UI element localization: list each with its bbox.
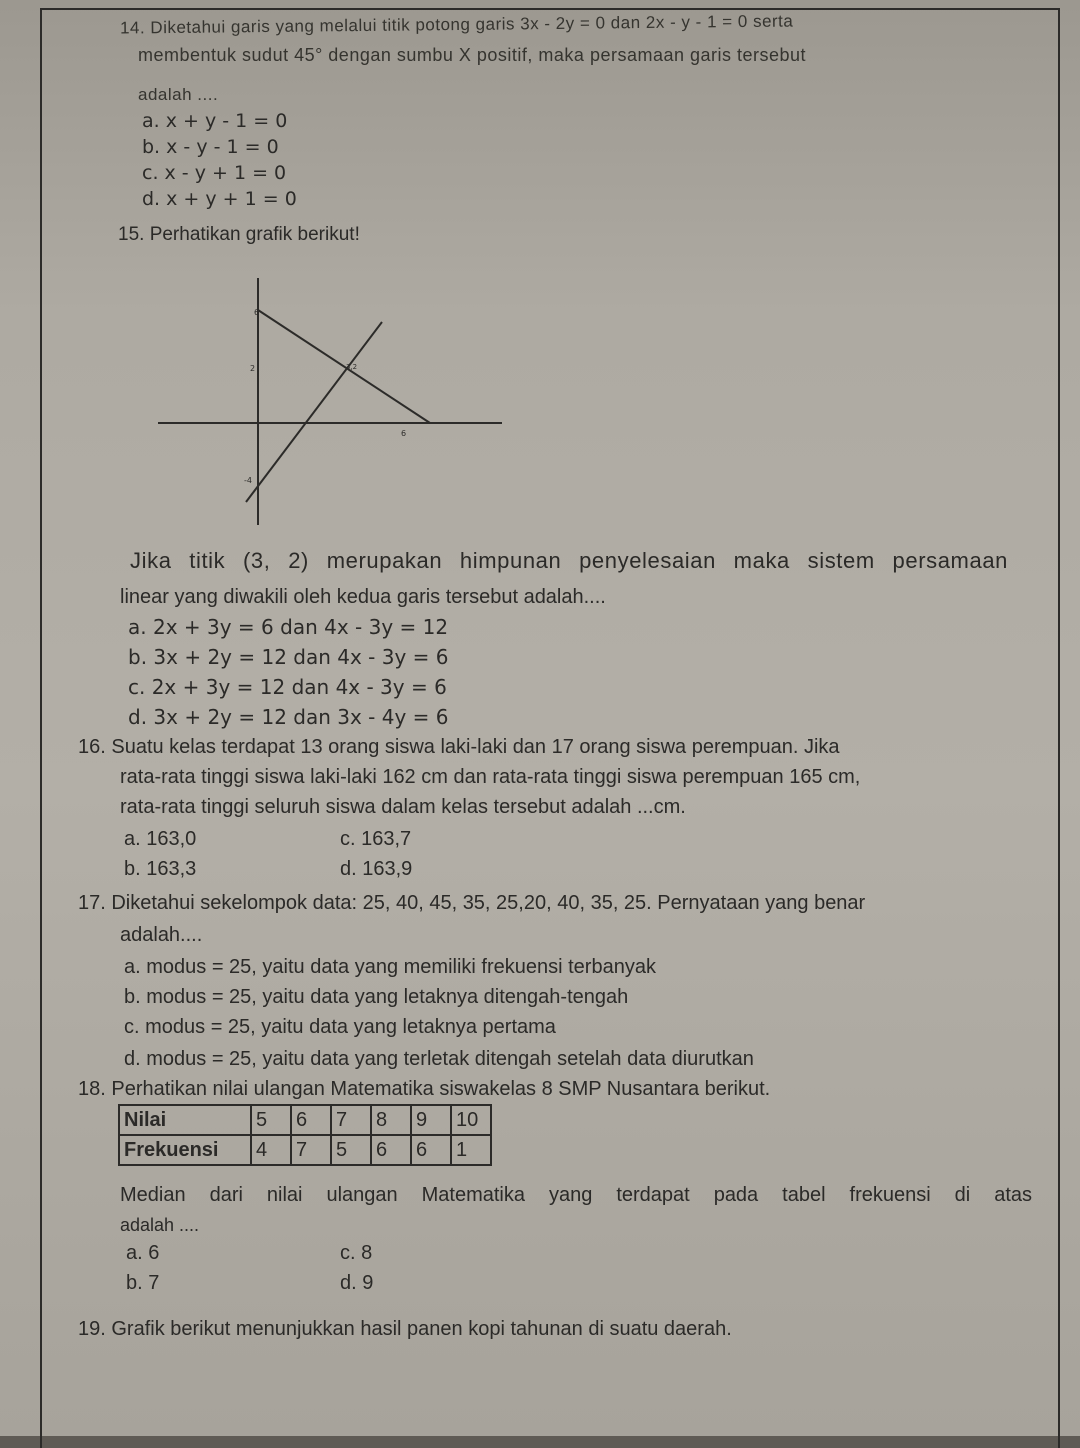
q17-line1: 17. Diketahui sekelompok data: 25, 40, 45, 35, 25,20, 40, 35, 25. Pernyataan yang benar [78,892,866,914]
q16-option-b: b. 163,3 [124,858,197,880]
q14-option-a: a. x + y - 1 = 0 [142,110,288,132]
table-header-nilai: Nilai [119,1105,251,1135]
line-two [246,322,382,502]
q14-option-d: d. x + y + 1 = 0 [142,188,297,210]
q18-option-a: a. 6 [126,1242,160,1264]
q16-line2: rata-rata tinggi siswa laki-laki 162 cm dan rata-rata tinggi siswa perempuan 165 cm, [120,766,861,788]
table-cell: 10 [451,1105,491,1135]
table-cell: 6 [291,1105,331,1135]
q17-option-d: d. modus = 25, yaitu data yang terletak ditengah setelah data diurutkan [124,1048,754,1070]
q18-option-c: c. 8 [340,1242,373,1264]
line-one [258,310,430,423]
q18-line1: 18. Perhatikan nilai ulangan Matematika siswakelas 8 SMP Nusantara berikut. [78,1078,771,1100]
q15-option-b: b. 3x + 2y = 12 dan 4x - 3y = 6 [128,645,449,669]
table-cell: 6 [411,1135,451,1165]
q15-text-line1: Jika titik (3, 2) merupakan himpunan penyelesaian maka sistem persamaan [130,548,1008,573]
y-label-6: 6 [254,308,260,317]
q18-line2: Median dari nilai ulangan Matematika yang terdapat pada tabel frekuensi di atas [120,1184,1032,1206]
table-cell: 6 [371,1135,411,1165]
table-cell: 7 [331,1105,371,1135]
q15-option-c: c. 2x + 3y = 12 dan 4x - 3y = 6 [128,675,447,699]
q16-line1: 16. Suatu kelas terdapat 13 orang siswa laki-laki dan 17 orang siswa perempuan. Jika [78,736,840,758]
table-row-nilai [119,1105,491,1135]
q16-option-a: a. 163,0 [124,828,197,850]
table-row-frekuensi [119,1135,491,1165]
q15-line-graph [150,270,510,530]
q18-line3: adalah .... [120,1215,200,1235]
q15-intro: 15. Perhatikan grafik berikut! [118,224,360,245]
table-header-frekuensi: Frekuensi [119,1135,251,1165]
q17-line2: adalah.... [120,924,203,946]
q14-line3: adalah .... [138,85,219,104]
table-cell: 7 [291,1135,331,1165]
table-cell: 1 [451,1135,491,1165]
q15-text-line2: linear yang diwakili oleh kedua garis tersebut adalah.... [120,586,606,608]
y-label-2: 2 [250,364,256,373]
x-label-6: 6 [401,429,407,438]
q16-line3: rata-rata tinggi seluruh siswa dalam kelas tersebut adalah ...cm. [120,796,686,818]
q17-option-b: b. modus = 25, yaitu data yang letaknya ditengah-tengah [124,986,629,1008]
table-cell: 8 [371,1105,411,1135]
q14-line2: membentuk sudut 45° dengan sumbu X positif, maka persamaan garis tersebut [138,45,807,65]
q16-option-d: d. 163,9 [340,858,413,880]
q19-line1: 19. Grafik berikut menunjukkan hasil panen kopi tahunan di suatu daerah. [78,1318,732,1340]
q14-line1: 14. Diketahui garis yang melalui titik potong garis 3x - 2y = 0 dan 2x - y - 1 = 0 serta [119,11,794,38]
q14-option-b: b. x - y - 1 = 0 [142,136,279,158]
table-cell: 5 [251,1105,291,1135]
q15-option-d: d. 3x + 2y = 12 dan 3x - 4y = 6 [128,705,449,729]
table-cell: 9 [411,1105,451,1135]
frequency-table [118,1104,492,1166]
table-cell: 5 [331,1135,371,1165]
point-label-3-2: 3,2 [346,363,358,371]
q16-option-c: c. 163,7 [340,828,412,850]
q14-option-c: c. x - y + 1 = 0 [142,162,287,184]
q17-option-a: a. modus = 25, yaitu data yang memiliki frekuensi terbanyak [124,956,656,978]
y-label-neg4: -4 [244,476,252,485]
q18-option-b: b. 7 [126,1272,160,1294]
q17-option-c: c. modus = 25, yaitu data yang letaknya pertama [124,1016,556,1038]
table-cell: 4 [251,1135,291,1165]
q18-option-d: d. 9 [340,1272,374,1294]
q15-option-a: a. 2x + 3y = 6 dan 4x - 3y = 12 [128,615,449,639]
